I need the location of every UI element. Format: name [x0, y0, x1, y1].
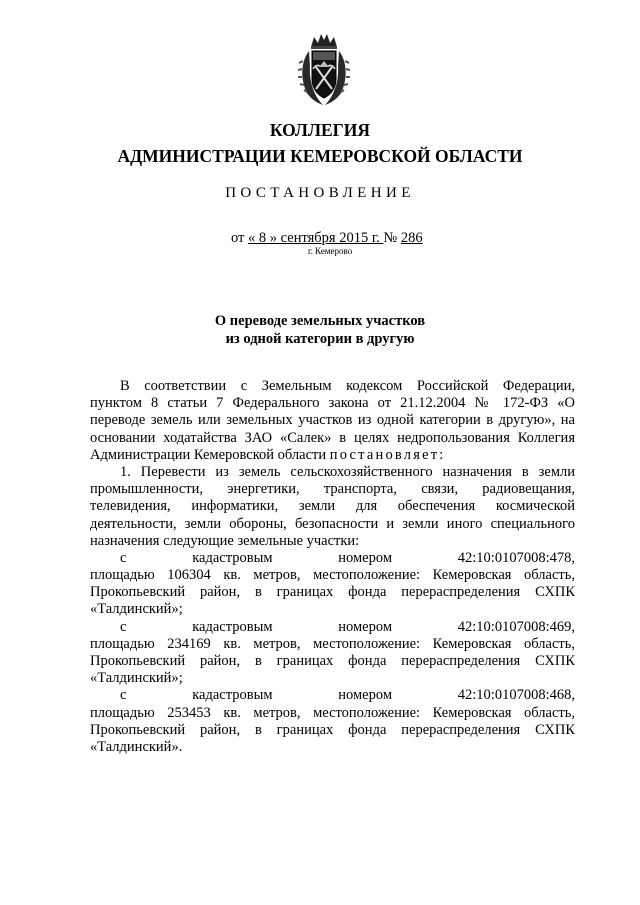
plot-word: кадастровым [192, 687, 273, 704]
coat-of-arms-icon [297, 31, 351, 107]
date-day: « 8 » [248, 230, 278, 246]
cadastral-number: 42:10:0107008:478, [457, 549, 575, 566]
plot-word: с [120, 618, 127, 635]
item-line: 1. Перевести из земель сельскохозяйственного назначения в земли [120, 463, 575, 480]
item-line: телевидения, информатики, земли для обеспечения космической [90, 498, 575, 515]
body-line: В соответствии с Земельным кодексом Российской Федерации, [120, 378, 575, 394]
plot-word: кадастровым [192, 618, 273, 635]
number-sign: № [383, 230, 398, 246]
plot-line: площадью 106304 кв. метров, местоположение: Кемеровская область, [90, 567, 575, 584]
plot-line: площадью 234169 кв. метров, местоположение: Кемеровская область, [90, 635, 575, 652]
org-title-line1: КОЛЛЕГИЯ [269, 120, 371, 140]
cadastral-number: 42:10:0107008:468, [457, 687, 575, 704]
decree-word: постановляет: [329, 446, 446, 463]
decree-number: 286 [400, 230, 423, 246]
plot-line: площадью 253453 кв. метров, местоположение: Кемеровская область, [90, 704, 575, 721]
plot-word: кадастровым [192, 549, 273, 566]
item-line: назначения следующие земельные участки: [90, 532, 360, 549]
date-prefix: от [231, 230, 245, 246]
plot-word: с [120, 549, 127, 566]
city-label: г. Кемерово [308, 246, 353, 256]
plot-line: Прокопьевский район, в границах фонда перераспределения СХПК [90, 584, 575, 601]
body-line: пунктом 8 статьи 7 Федерального закона от 21.12.2004 № 172-ФЗ «О [90, 395, 575, 412]
plot-cadastral-line [90, 619, 575, 636]
plot-word: номером [338, 618, 393, 635]
document-body [90, 378, 575, 756]
item-line: промышленности, энергетики, транспорта, связи, радиовещания, [90, 481, 575, 498]
document-type: ПОСТАНОВЛЕНИЕ [225, 185, 415, 201]
decree-dateline [231, 230, 423, 247]
subject-line1: О переводе земельных участков [214, 313, 426, 329]
plot-cadastral-line [90, 687, 575, 704]
date-month-year: сентября 2015 г. [277, 230, 384, 246]
item-line: деятельности, земли обороны, безопасности и земли иного специального [90, 515, 575, 532]
body-text: Администрации Кемеровской области [90, 446, 330, 463]
plot-line: «Талдинский»; [90, 601, 183, 618]
body-line: переводе земель или земельных участков из одной категории в другую», на [90, 412, 575, 429]
plot-word: номером [338, 549, 393, 566]
plot-line: «Талдинский». [90, 738, 183, 755]
plot-word: с [120, 687, 127, 704]
plot-cadastral-line [90, 550, 575, 567]
org-title-line2: АДМИНИСТРАЦИИ КЕМЕРОВСКОЙ ОБЛАСТИ [117, 146, 523, 166]
plot-word: номером [338, 687, 393, 704]
plot-line: Прокопьевский район, в границах фонда перераспределения СХПК [90, 721, 575, 738]
plot-line: «Талдинский»; [90, 670, 183, 687]
subject-line2: из одной категории в другую [225, 331, 415, 347]
body-line [90, 447, 575, 464]
cadastral-number: 42:10:0107008:469, [457, 618, 575, 635]
body-line: основании ходатайства ЗАО «Салек» в целях недропользования Коллегия [90, 429, 575, 446]
plot-line: Прокопьевский район, в границах фонда перераспределения СХПК [90, 653, 575, 669]
